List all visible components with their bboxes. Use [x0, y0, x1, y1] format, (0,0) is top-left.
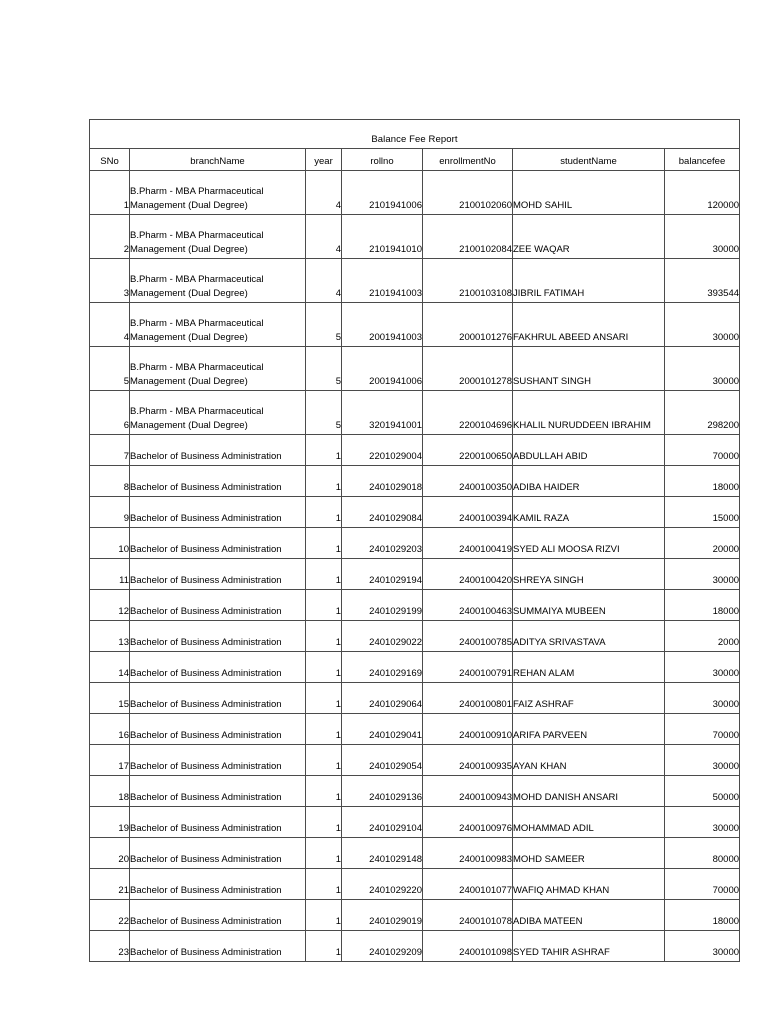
column-header-year[interactable]: year	[306, 149, 342, 171]
cell-rollno: 2401029169	[342, 652, 423, 683]
cell-branch-name: Bachelor of Business Administration	[130, 435, 306, 466]
cell-enrollment-no: 2400100935	[423, 745, 513, 776]
table-row	[90, 714, 740, 745]
cell-enrollment-no: 2400100801	[423, 683, 513, 714]
cell-student-name: JIBRIL FATIMAH	[513, 259, 665, 303]
cell-rollno: 2401029199	[342, 590, 423, 621]
table-row	[90, 590, 740, 621]
cell-student-name: FAIZ ASHRAF	[513, 683, 665, 714]
cell-sno: 10	[90, 528, 130, 559]
cell-student-name: AYAN KHAN	[513, 745, 665, 776]
cell-year: 1	[306, 590, 342, 621]
cell-rollno: 2401029064	[342, 683, 423, 714]
cell-rollno: 2401029148	[342, 838, 423, 869]
cell-year: 1	[306, 497, 342, 528]
cell-balance-fee: 80000	[665, 838, 740, 869]
cell-enrollment-no: 2400100910	[423, 714, 513, 745]
cell-rollno: 2001941003	[342, 303, 423, 347]
cell-enrollment-no: 2400100791	[423, 652, 513, 683]
cell-year: 5	[306, 391, 342, 435]
cell-enrollment-no: 2400100350	[423, 466, 513, 497]
cell-branch-name: B.Pharm - MBA Pharmaceutical Management (Dual Degree)	[130, 171, 306, 215]
cell-balance-fee: 70000	[665, 714, 740, 745]
cell-branch-name: B.Pharm - MBA Pharmaceutical Management (Dual Degree)	[130, 347, 306, 391]
cell-enrollment-no: 2400100419	[423, 528, 513, 559]
cell-balance-fee: 18000	[665, 466, 740, 497]
cell-rollno: 2001941006	[342, 347, 423, 391]
cell-student-name: MOHD SAMEER	[513, 838, 665, 869]
cell-year: 1	[306, 869, 342, 900]
cell-balance-fee: 30000	[665, 303, 740, 347]
cell-enrollment-no: 2400101098	[423, 931, 513, 962]
cell-balance-fee: 30000	[665, 559, 740, 590]
cell-balance-fee: 30000	[665, 347, 740, 391]
cell-enrollment-no: 2100103108	[423, 259, 513, 303]
table-row	[90, 621, 740, 652]
table-row	[90, 497, 740, 528]
cell-branch-name: Bachelor of Business Administration	[130, 559, 306, 590]
table-row	[90, 528, 740, 559]
cell-rollno: 2101941003	[342, 259, 423, 303]
table-row	[90, 559, 740, 590]
table-row	[90, 171, 740, 215]
cell-balance-fee: 30000	[665, 683, 740, 714]
cell-branch-name: Bachelor of Business Administration	[130, 745, 306, 776]
cell-rollno: 2401029041	[342, 714, 423, 745]
cell-rollno: 2401029104	[342, 807, 423, 838]
cell-student-name: REHAN ALAM	[513, 652, 665, 683]
cell-balance-fee: 18000	[665, 590, 740, 621]
cell-student-name: FAKHRUL ABEED ANSARI	[513, 303, 665, 347]
cell-balance-fee: 30000	[665, 215, 740, 259]
cell-balance-fee: 50000	[665, 776, 740, 807]
cell-rollno: 2401029194	[342, 559, 423, 590]
cell-balance-fee: 30000	[665, 807, 740, 838]
cell-sno: 11	[90, 559, 130, 590]
cell-sno: 3	[90, 259, 130, 303]
cell-branch-name: Bachelor of Business Administration	[130, 714, 306, 745]
cell-sno: 1	[90, 171, 130, 215]
table-row	[90, 259, 740, 303]
cell-enrollment-no: 2400100943	[423, 776, 513, 807]
cell-student-name: ADITYA SRIVASTAVA	[513, 621, 665, 652]
cell-year: 1	[306, 435, 342, 466]
column-header-row	[90, 149, 740, 171]
cell-year: 1	[306, 900, 342, 931]
cell-year: 1	[306, 745, 342, 776]
cell-branch-name: Bachelor of Business Administration	[130, 931, 306, 962]
cell-rollno: 2401029019	[342, 900, 423, 931]
table-row	[90, 807, 740, 838]
cell-branch-name: B.Pharm - MBA Pharmaceutical Management (Dual Degree)	[130, 259, 306, 303]
column-header-studentname[interactable]: studentName	[513, 149, 665, 171]
cell-sno: 17	[90, 745, 130, 776]
cell-sno: 2	[90, 215, 130, 259]
cell-rollno: 2401029136	[342, 776, 423, 807]
cell-enrollment-no: 2200100650	[423, 435, 513, 466]
cell-student-name: ADIBA HAIDER	[513, 466, 665, 497]
table-row	[90, 215, 740, 259]
cell-rollno: 2401029084	[342, 497, 423, 528]
cell-sno: 7	[90, 435, 130, 466]
cell-enrollment-no: 2200104696	[423, 391, 513, 435]
cell-branch-name: Bachelor of Business Administration	[130, 776, 306, 807]
cell-branch-name: B.Pharm - MBA Pharmaceutical Management (Dual Degree)	[130, 303, 306, 347]
cell-year: 1	[306, 714, 342, 745]
cell-branch-name: B.Pharm - MBA Pharmaceutical Management (Dual Degree)	[130, 215, 306, 259]
cell-enrollment-no: 2400100394	[423, 497, 513, 528]
column-header-rollno[interactable]: rollno	[342, 149, 423, 171]
cell-year: 5	[306, 303, 342, 347]
table-row	[90, 776, 740, 807]
cell-balance-fee: 15000	[665, 497, 740, 528]
cell-rollno: 2101941006	[342, 171, 423, 215]
cell-balance-fee: 70000	[665, 869, 740, 900]
table-row	[90, 869, 740, 900]
cell-rollno: 2101941010	[342, 215, 423, 259]
cell-student-name: SUMMAIYA MUBEEN	[513, 590, 665, 621]
cell-student-name: MOHAMMAD ADIL	[513, 807, 665, 838]
cell-rollno: 2401029209	[342, 931, 423, 962]
table-row	[90, 931, 740, 962]
cell-enrollment-no: 2400100976	[423, 807, 513, 838]
cell-student-name: SYED TAHIR ASHRAF	[513, 931, 665, 962]
report-table-head	[90, 120, 740, 171]
cell-enrollment-no: 2100102060	[423, 171, 513, 215]
table-row	[90, 652, 740, 683]
cell-student-name: ABDULLAH ABID	[513, 435, 665, 466]
cell-branch-name: B.Pharm - MBA Pharmaceutical Management (Dual Degree)	[130, 391, 306, 435]
table-row	[90, 838, 740, 869]
cell-year: 4	[306, 171, 342, 215]
report-title: Balance Fee Report	[90, 120, 740, 149]
report-title-row	[90, 120, 740, 149]
cell-enrollment-no: 2100102084	[423, 215, 513, 259]
cell-enrollment-no: 2400100420	[423, 559, 513, 590]
cell-balance-fee: 18000	[665, 900, 740, 931]
cell-enrollment-no: 2000101278	[423, 347, 513, 391]
cell-sno: 8	[90, 466, 130, 497]
table-row	[90, 391, 740, 435]
cell-sno: 18	[90, 776, 130, 807]
cell-branch-name: Bachelor of Business Administration	[130, 683, 306, 714]
cell-enrollment-no: 2400101078	[423, 900, 513, 931]
table-row	[90, 683, 740, 714]
cell-student-name: SUSHANT SINGH	[513, 347, 665, 391]
cell-enrollment-no: 2400101077	[423, 869, 513, 900]
cell-rollno: 2401029054	[342, 745, 423, 776]
cell-branch-name: Bachelor of Business Administration	[130, 528, 306, 559]
cell-year: 1	[306, 931, 342, 962]
column-header-balancefee[interactable]: balancefee	[665, 149, 740, 171]
column-header-branchname[interactable]: branchName	[130, 149, 306, 171]
cell-rollno: 2401029203	[342, 528, 423, 559]
cell-student-name: ZEE WAQAR	[513, 215, 665, 259]
cell-balance-fee: 2000	[665, 621, 740, 652]
cell-balance-fee: 393544	[665, 259, 740, 303]
cell-enrollment-no: 2400100983	[423, 838, 513, 869]
report-table	[89, 119, 740, 962]
cell-year: 1	[306, 559, 342, 590]
cell-enrollment-no: 2400100785	[423, 621, 513, 652]
column-header-sno[interactable]: SNo	[90, 149, 130, 171]
table-row	[90, 900, 740, 931]
cell-year: 1	[306, 466, 342, 497]
cell-balance-fee: 70000	[665, 435, 740, 466]
table-row	[90, 303, 740, 347]
cell-year: 1	[306, 528, 342, 559]
balance-fee-report	[89, 119, 739, 962]
cell-sno: 5	[90, 347, 130, 391]
cell-student-name: MOHD SAHIL	[513, 171, 665, 215]
cell-branch-name: Bachelor of Business Administration	[130, 838, 306, 869]
cell-rollno: 2401029220	[342, 869, 423, 900]
cell-sno: 12	[90, 590, 130, 621]
cell-student-name: MOHD DANISH ANSARI	[513, 776, 665, 807]
cell-year: 1	[306, 652, 342, 683]
cell-year: 5	[306, 347, 342, 391]
cell-balance-fee: 298200	[665, 391, 740, 435]
report-table-body	[90, 171, 740, 962]
cell-balance-fee: 30000	[665, 931, 740, 962]
cell-student-name: KHALIL NURUDDEEN IBRAHIM	[513, 391, 665, 435]
cell-sno: 4	[90, 303, 130, 347]
cell-branch-name: Bachelor of Business Administration	[130, 621, 306, 652]
cell-branch-name: Bachelor of Business Administration	[130, 900, 306, 931]
cell-student-name: KAMIL RAZA	[513, 497, 665, 528]
cell-sno: 19	[90, 807, 130, 838]
cell-sno: 15	[90, 683, 130, 714]
cell-sno: 13	[90, 621, 130, 652]
cell-balance-fee: 30000	[665, 745, 740, 776]
cell-year: 1	[306, 776, 342, 807]
cell-balance-fee: 120000	[665, 171, 740, 215]
cell-student-name: SHREYA SINGH	[513, 559, 665, 590]
table-row	[90, 466, 740, 497]
cell-sno: 14	[90, 652, 130, 683]
table-row	[90, 347, 740, 391]
cell-sno: 21	[90, 869, 130, 900]
cell-student-name: WAFIQ AHMAD KHAN	[513, 869, 665, 900]
cell-sno: 9	[90, 497, 130, 528]
cell-rollno: 2401029018	[342, 466, 423, 497]
cell-rollno: 3201941001	[342, 391, 423, 435]
cell-sno: 20	[90, 838, 130, 869]
cell-balance-fee: 30000	[665, 652, 740, 683]
cell-balance-fee: 20000	[665, 528, 740, 559]
cell-sno: 6	[90, 391, 130, 435]
cell-year: 4	[306, 215, 342, 259]
cell-year: 4	[306, 259, 342, 303]
cell-year: 1	[306, 621, 342, 652]
table-row	[90, 435, 740, 466]
cell-rollno: 2201029004	[342, 435, 423, 466]
cell-enrollment-no: 2400100463	[423, 590, 513, 621]
table-row	[90, 745, 740, 776]
cell-enrollment-no: 2000101276	[423, 303, 513, 347]
cell-sno: 16	[90, 714, 130, 745]
cell-year: 1	[306, 838, 342, 869]
cell-branch-name: Bachelor of Business Administration	[130, 466, 306, 497]
cell-sno: 23	[90, 931, 130, 962]
cell-rollno: 2401029022	[342, 621, 423, 652]
cell-branch-name: Bachelor of Business Administration	[130, 590, 306, 621]
cell-branch-name: Bachelor of Business Administration	[130, 807, 306, 838]
cell-branch-name: Bachelor of Business Administration	[130, 652, 306, 683]
cell-student-name: SYED ALI MOOSA RIZVI	[513, 528, 665, 559]
cell-student-name: ARIFA PARVEEN	[513, 714, 665, 745]
column-header-enrollmentno[interactable]: enrollmentNo	[423, 149, 513, 171]
cell-branch-name: Bachelor of Business Administration	[130, 869, 306, 900]
cell-student-name: ADIBA MATEEN	[513, 900, 665, 931]
cell-sno: 22	[90, 900, 130, 931]
cell-year: 1	[306, 683, 342, 714]
cell-year: 1	[306, 807, 342, 838]
cell-branch-name: Bachelor of Business Administration	[130, 497, 306, 528]
